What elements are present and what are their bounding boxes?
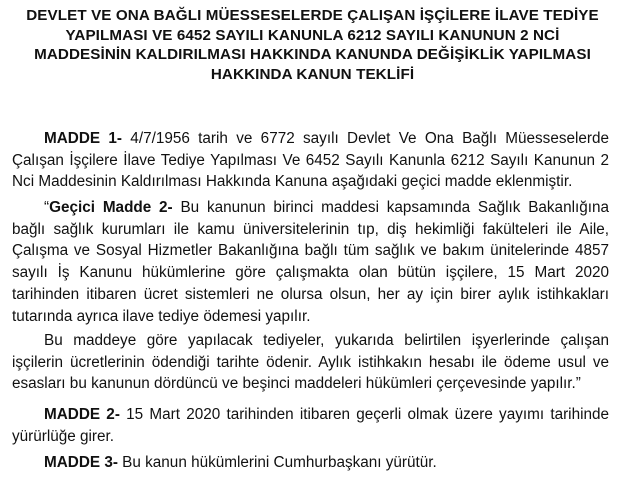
- opening-quote: “: [44, 199, 50, 216]
- document-title: [10, 6, 615, 84]
- article-1-label: MADDE 1-: [44, 130, 122, 147]
- title-line: DEVLET VE ONA BAĞLI MÜESSESELERDE ÇALIŞAN İŞÇİLERE İLAVE TEDİYE: [26, 7, 599, 24]
- title-line: HAKKINDA KANUN TEKLİFİ: [210, 65, 415, 83]
- continuation-text: Bu maddeye göre yapılacak tediyeler, yukarıda belirtilen işyerlerinde çalışan işçilerin ücretlerinin ödendiği tarihte ödenir. Aylık istihkakın hesabı ile ödeme usul ve esasları bu kanunun dördüncü ve beşinci maddeleri hükümleri çerçevesinde yapılır.”: [12, 332, 609, 393]
- article-3-label: MADDE 3-: [44, 454, 118, 471]
- article-1-text: 4/7/1956 tarih ve 6772 sayılı Devlet Ve Ona Bağlı Müesseselerde Çalışan İşçilere İlave Tediye Yapılması Ve 6452 Sayılı Kanunla 6212 Sayılı Kanunun 2 Nci Maddesinin Kaldırılması Hakkında Kanuna aşağıdaki geçici madde eklenmiştir.: [12, 130, 609, 191]
- article-2-paragraph: [12, 404, 609, 447]
- provisional-article-2-continuation: [12, 330, 609, 395]
- article-3-text: Bu kanun hükümlerini Cumhurbaşkanı yürütür.: [117, 454, 437, 471]
- provisional-article-2-text: Bu kanunun birinci maddesi kapsamında Sağlık Bakanlığına bağlı sağlık kurumları ile kamu üniversitelerinin tıp, diş hekimliği fakülteleri ile Aile, Çalışma ve Sosyal Hizmetler Bakanlığına bağlı tüm sağlık ve bakım ünitelerinde 4857 sayılı İş Kanunu hükümlerine göre çalışmakta olan bütün işçilere, 15 Mart 2020 tarihinden itibaren ücret sistemleri ne olursa olsun, her ay için birer aylık istihkakları tutarında ayrıca ilave tediye ödemesi yapılır.: [12, 199, 609, 325]
- provisional-article-2-paragraph: [12, 197, 609, 327]
- article-3-paragraph: [12, 452, 609, 474]
- article-2-label: MADDE 2-: [44, 406, 120, 423]
- provisional-article-2-label: Geçici Madde 2-: [49, 199, 173, 216]
- article-1-paragraph: [12, 128, 609, 193]
- title-line: MADDESİNİN KALDIRILMASI HAKKINDA KANUNDA DEĞİŞİKLİK YAPILMASI: [34, 46, 591, 63]
- article-2-text: 15 Mart 2020 tarihinden itibaren geçerli olmak üzere yayımı tarihinde yürürlüğe girer.: [12, 406, 610, 445]
- title-line: YAPILMASI VE 6452 SAYILI KANUNLA 6212 SAYILI KANUNUN 2 NCİ: [65, 26, 560, 44]
